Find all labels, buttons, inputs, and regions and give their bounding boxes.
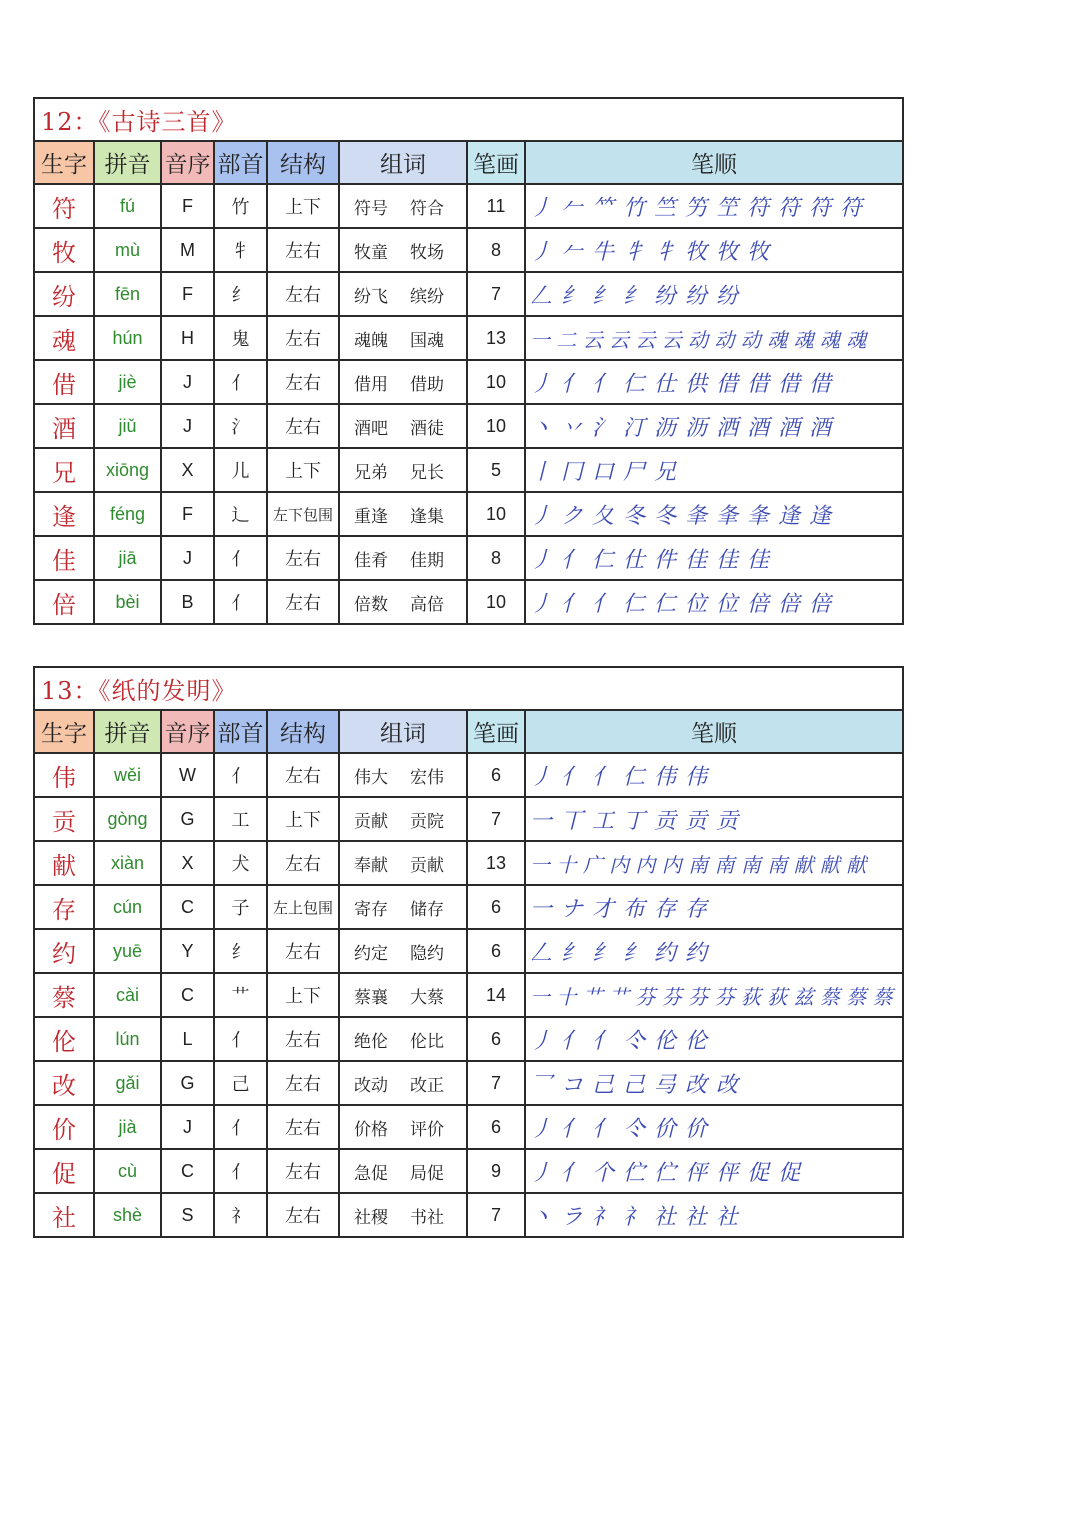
- table-row: [34, 973, 903, 1017]
- pinyin: shè: [94, 1193, 161, 1237]
- new-character: 献: [34, 841, 94, 885]
- phonetic-order: H: [161, 316, 214, 360]
- table-row: [34, 885, 903, 929]
- table-row: [34, 841, 903, 885]
- word-example-1: 蔡襄: [354, 987, 388, 1008]
- phonetic-order: F: [161, 272, 214, 316]
- word-example-2: 储存: [410, 899, 444, 920]
- radical: 艹: [214, 973, 267, 1017]
- phonetic-order: J: [161, 404, 214, 448]
- stroke-count: 10: [467, 360, 525, 404]
- stroke-count: 13: [467, 841, 525, 885]
- stroke-count: 6: [467, 929, 525, 973]
- new-character: 促: [34, 1149, 94, 1193]
- structure: 左上包围: [267, 885, 339, 929]
- table-header-row: [34, 710, 903, 753]
- pinyin: cù: [94, 1149, 161, 1193]
- table-row: [34, 929, 903, 973]
- stroke-sequence: 丶 ラ 礻 礻 社 社 社: [525, 1193, 903, 1237]
- word-example-1: 符号: [354, 198, 388, 219]
- structure: 上下: [267, 448, 339, 492]
- word-example-2: 评价: [410, 1119, 444, 1140]
- word-examples: [339, 492, 467, 536]
- word-examples: [339, 753, 467, 797]
- new-character: 伦: [34, 1017, 94, 1061]
- word-example-2: 贡院: [410, 811, 444, 832]
- header-structure: 结构: [267, 141, 339, 184]
- pinyin: yuē: [94, 929, 161, 973]
- stroke-count: 7: [467, 797, 525, 841]
- stroke-sequence: 一 十 艹 艹 芬 芬 芬 芬 荻 荻 兹 蔡 蔡 蔡: [525, 973, 903, 1017]
- word-example-2: 贡献: [410, 855, 444, 876]
- word-example-2: 借助: [410, 374, 444, 395]
- word-example-1: 兄弟: [354, 462, 388, 483]
- lesson-title: [34, 667, 903, 710]
- word-example-1: 佳肴: [354, 550, 388, 571]
- structure: 上下: [267, 184, 339, 228]
- word-examples: [339, 580, 467, 624]
- radical: 亻: [214, 1017, 267, 1061]
- structure: 左右: [267, 360, 339, 404]
- word-example-1: 奉献: [354, 855, 388, 876]
- structure: 左右: [267, 1149, 339, 1193]
- new-character: 伟: [34, 753, 94, 797]
- stroke-count: 7: [467, 1193, 525, 1237]
- word-example-1: 酒吧: [354, 418, 388, 439]
- new-character: 约: [34, 929, 94, 973]
- stroke-sequence: 丶 丷 氵 汀 沥 沥 洒 酒 酒 酒: [525, 404, 903, 448]
- word-example-1: 价格: [354, 1119, 388, 1140]
- word-example-1: 魂魄: [354, 330, 388, 351]
- table-row: [34, 1017, 903, 1061]
- word-example-2: 符合: [410, 198, 444, 219]
- stroke-count: 11: [467, 184, 525, 228]
- pinyin: lún: [94, 1017, 161, 1061]
- stroke-sequence: 乛 コ 己 己 㢧 改 改: [525, 1061, 903, 1105]
- word-example-2: 伦比: [410, 1031, 444, 1052]
- radical: 亻: [214, 360, 267, 404]
- radical: 子: [214, 885, 267, 929]
- word-examples: [339, 929, 467, 973]
- radical: 亻: [214, 1105, 267, 1149]
- phonetic-order: W: [161, 753, 214, 797]
- word-examples: [339, 973, 467, 1017]
- new-character: 存: [34, 885, 94, 929]
- stroke-sequence: 丿 亻 仁 仕 件 佳 佳 佳: [525, 536, 903, 580]
- header-order: 音序: [161, 710, 214, 753]
- header-strokes: 笔画: [467, 710, 525, 753]
- stroke-sequence: 丿 亻 亻 仁 伟 伟: [525, 753, 903, 797]
- header-char: 生字: [34, 710, 94, 753]
- new-character: 逢: [34, 492, 94, 536]
- structure: 左右: [267, 753, 339, 797]
- pinyin: hún: [94, 316, 161, 360]
- stroke-sequence: 丨 冂 口 尸 兄: [525, 448, 903, 492]
- word-example-1: 伟大: [354, 767, 388, 788]
- new-character: 贡: [34, 797, 94, 841]
- word-example-1: 绝伦: [354, 1031, 388, 1052]
- new-character: 社: [34, 1193, 94, 1237]
- word-example-1: 倍数: [354, 594, 388, 615]
- stroke-sequence: 丿 亻 亻 仒 价 价: [525, 1105, 903, 1149]
- stroke-sequence: 一 丅 工 丁 贡 贡 贡: [525, 797, 903, 841]
- structure: 左右: [267, 536, 339, 580]
- structure: 左右: [267, 316, 339, 360]
- stroke-count: 5: [467, 448, 525, 492]
- radical: 亻: [214, 1149, 267, 1193]
- table-row: [34, 448, 903, 492]
- header-radical: 部首: [214, 141, 267, 184]
- phonetic-order: F: [161, 184, 214, 228]
- stroke-sequence: 一 十 广 内 内 内 南 南 南 南 献 献 献: [525, 841, 903, 885]
- radical: 工: [214, 797, 267, 841]
- word-examples: [339, 885, 467, 929]
- word-example-2: 大蔡: [410, 987, 444, 1008]
- word-example-1: 急促: [354, 1163, 388, 1184]
- phonetic-order: J: [161, 536, 214, 580]
- stroke-count: 6: [467, 1105, 525, 1149]
- lesson-13-table-block: [33, 666, 902, 1238]
- word-example-1: 贡献: [354, 811, 388, 832]
- lesson-title: [34, 98, 903, 141]
- structure: 上下: [267, 973, 339, 1017]
- header-char: 生字: [34, 141, 94, 184]
- word-examples: [339, 1193, 467, 1237]
- word-example-2: 酒徒: [410, 418, 444, 439]
- word-examples: [339, 1149, 467, 1193]
- vocabulary-table: [33, 666, 904, 1238]
- word-example-2: 牧场: [410, 242, 444, 263]
- header-sequence: 笔顺: [525, 710, 903, 753]
- stroke-count: 6: [467, 753, 525, 797]
- word-example-2: 宏伟: [410, 767, 444, 788]
- word-examples: [339, 1105, 467, 1149]
- table-header-row: [34, 141, 903, 184]
- radical: 竹: [214, 184, 267, 228]
- phonetic-order: X: [161, 841, 214, 885]
- pinyin: gǎi: [94, 1061, 161, 1105]
- word-examples: [339, 184, 467, 228]
- pinyin: jiè: [94, 360, 161, 404]
- pinyin: jiǔ: [94, 404, 161, 448]
- radical: 亻: [214, 753, 267, 797]
- word-examples: [339, 1061, 467, 1105]
- pinyin: féng: [94, 492, 161, 536]
- word-examples: [339, 228, 467, 272]
- word-example-1: 纷飞: [354, 286, 388, 307]
- radical: 鬼: [214, 316, 267, 360]
- pinyin: cài: [94, 973, 161, 1017]
- word-example-1: 寄存: [354, 899, 388, 920]
- radical: 亻: [214, 580, 267, 624]
- structure: 左右: [267, 228, 339, 272]
- table-row: [34, 272, 903, 316]
- table-row: [34, 184, 903, 228]
- word-examples: [339, 841, 467, 885]
- pinyin: fú: [94, 184, 161, 228]
- new-character: 兄: [34, 448, 94, 492]
- word-examples: [339, 360, 467, 404]
- vocabulary-table: [33, 97, 904, 625]
- word-example-2: 书社: [410, 1207, 444, 1228]
- table-row: [34, 753, 903, 797]
- table-row: [34, 536, 903, 580]
- word-examples: [339, 797, 467, 841]
- pinyin: wěi: [94, 753, 161, 797]
- phonetic-order: S: [161, 1193, 214, 1237]
- table-row: [34, 1193, 903, 1237]
- phonetic-order: M: [161, 228, 214, 272]
- new-character: 蔡: [34, 973, 94, 1017]
- table-row: [34, 228, 903, 272]
- radical: 氵: [214, 404, 267, 448]
- new-character: 牧: [34, 228, 94, 272]
- phonetic-order: G: [161, 797, 214, 841]
- word-example-2: 隐约: [410, 943, 444, 964]
- new-character: 价: [34, 1105, 94, 1149]
- header-strokes: 笔画: [467, 141, 525, 184]
- header-words: 组词: [339, 710, 467, 753]
- word-example-2: 改正: [410, 1075, 444, 1096]
- word-example-1: 重逢: [354, 506, 388, 527]
- pinyin: bèi: [94, 580, 161, 624]
- word-example-1: 牧童: [354, 242, 388, 263]
- stroke-count: 10: [467, 492, 525, 536]
- new-character: 符: [34, 184, 94, 228]
- new-character: 借: [34, 360, 94, 404]
- structure: 左右: [267, 1061, 339, 1105]
- header-words: 组词: [339, 141, 467, 184]
- structure: 上下: [267, 797, 339, 841]
- radical: 己: [214, 1061, 267, 1105]
- structure: 左右: [267, 1017, 339, 1061]
- pinyin: gòng: [94, 797, 161, 841]
- stroke-sequence: 丿 亻 亻 仁 仕 供 借 借 借 借: [525, 360, 903, 404]
- header-sequence: 笔顺: [525, 141, 903, 184]
- phonetic-order: J: [161, 1105, 214, 1149]
- stroke-count: 13: [467, 316, 525, 360]
- header-structure: 结构: [267, 710, 339, 753]
- radical: 儿: [214, 448, 267, 492]
- stroke-sequence: 丿 ク 夂 冬 冬 夆 夆 夆 逢 逢: [525, 492, 903, 536]
- table-row: [34, 404, 903, 448]
- structure: 左下包围: [267, 492, 339, 536]
- word-example-1: 社稷: [354, 1207, 388, 1228]
- stroke-sequence: 丿 亻 亻 仒 伦 伦: [525, 1017, 903, 1061]
- header-order: 音序: [161, 141, 214, 184]
- pinyin: cún: [94, 885, 161, 929]
- phonetic-order: G: [161, 1061, 214, 1105]
- word-example-2: 佳期: [410, 550, 444, 571]
- radical: 亻: [214, 536, 267, 580]
- phonetic-order: J: [161, 360, 214, 404]
- structure: 左右: [267, 580, 339, 624]
- stroke-count: 6: [467, 1017, 525, 1061]
- new-character: 酒: [34, 404, 94, 448]
- stroke-sequence: 𠃋 纟 纟 纟 约 约: [525, 929, 903, 973]
- structure: 左右: [267, 404, 339, 448]
- new-character: 改: [34, 1061, 94, 1105]
- word-examples: [339, 404, 467, 448]
- phonetic-order: F: [161, 492, 214, 536]
- phonetic-order: B: [161, 580, 214, 624]
- new-character: 纷: [34, 272, 94, 316]
- phonetic-order: L: [161, 1017, 214, 1061]
- word-example-1: 借用: [354, 374, 388, 395]
- stroke-sequence: 一 二 云 云 云 云 动 动 动 魂 魂 魂 魂: [525, 316, 903, 360]
- new-character: 魂: [34, 316, 94, 360]
- word-examples: [339, 536, 467, 580]
- pinyin: xiàn: [94, 841, 161, 885]
- stroke-count: 7: [467, 272, 525, 316]
- table-row: [34, 360, 903, 404]
- pinyin: fēn: [94, 272, 161, 316]
- stroke-sequence: 丿 亻 个 伫 伫 伻 伻 促 促: [525, 1149, 903, 1193]
- pinyin: jiā: [94, 536, 161, 580]
- stroke-count: 9: [467, 1149, 525, 1193]
- structure: 左右: [267, 841, 339, 885]
- new-character: 佳: [34, 536, 94, 580]
- header-pinyin: 拼音: [94, 710, 161, 753]
- structure: 左右: [267, 272, 339, 316]
- word-example-1: 约定: [354, 943, 388, 964]
- word-examples: [339, 272, 467, 316]
- table-row: [34, 316, 903, 360]
- pinyin: jià: [94, 1105, 161, 1149]
- lesson-title-text: 12：《古诗三首》: [41, 108, 237, 136]
- phonetic-order: C: [161, 885, 214, 929]
- header-pinyin: 拼音: [94, 141, 161, 184]
- stroke-count: 7: [467, 1061, 525, 1105]
- table-row: [34, 1061, 903, 1105]
- stroke-sequence: 一 ナ 才 布 存 存: [525, 885, 903, 929]
- word-examples: [339, 316, 467, 360]
- radical: 礻: [214, 1193, 267, 1237]
- radical: 牜: [214, 228, 267, 272]
- word-example-2: 局促: [410, 1163, 444, 1184]
- stroke-count: 8: [467, 536, 525, 580]
- table-row: [34, 492, 903, 536]
- table-row: [34, 1149, 903, 1193]
- table-row: [34, 580, 903, 624]
- word-examples: [339, 448, 467, 492]
- stroke-sequence: 丿 𠂉 𥫗 竹 竺 竻 笁 符 符 符 符: [525, 184, 903, 228]
- structure: 左右: [267, 1105, 339, 1149]
- stroke-sequence: 丿 亻 亻 仁 仁 位 位 倍 倍 倍: [525, 580, 903, 624]
- word-example-2: 逢集: [410, 506, 444, 527]
- word-example-2: 缤纷: [410, 286, 444, 307]
- stroke-count: 8: [467, 228, 525, 272]
- radical: 纟: [214, 272, 267, 316]
- word-example-2: 国魂: [410, 330, 444, 351]
- word-examples: [339, 1017, 467, 1061]
- table-row: [34, 1105, 903, 1149]
- stroke-count: 6: [467, 885, 525, 929]
- stroke-count: 14: [467, 973, 525, 1017]
- stroke-sequence: 𠃋 纟 纟 纟 纷 纷 纷: [525, 272, 903, 316]
- phonetic-order: X: [161, 448, 214, 492]
- new-character: 倍: [34, 580, 94, 624]
- radical: 辶: [214, 492, 267, 536]
- header-radical: 部首: [214, 710, 267, 753]
- stroke-count: 10: [467, 580, 525, 624]
- structure: 左右: [267, 1193, 339, 1237]
- structure: 左右: [267, 929, 339, 973]
- pinyin: xiōng: [94, 448, 161, 492]
- stroke-sequence: 丿 𠂉 牛 牜 牜 牧 牧 牧: [525, 228, 903, 272]
- radical: 犬: [214, 841, 267, 885]
- word-example-2: 兄长: [410, 462, 444, 483]
- phonetic-order: C: [161, 973, 214, 1017]
- word-example-2: 高倍: [410, 594, 444, 615]
- pinyin: mù: [94, 228, 161, 272]
- lesson-title-text: 13：《纸的发明》: [41, 677, 237, 705]
- word-example-1: 改动: [354, 1075, 388, 1096]
- table-row: [34, 797, 903, 841]
- phonetic-order: C: [161, 1149, 214, 1193]
- phonetic-order: Y: [161, 929, 214, 973]
- stroke-count: 10: [467, 404, 525, 448]
- lesson-12-table-block: [33, 97, 902, 625]
- radical: 纟: [214, 929, 267, 973]
